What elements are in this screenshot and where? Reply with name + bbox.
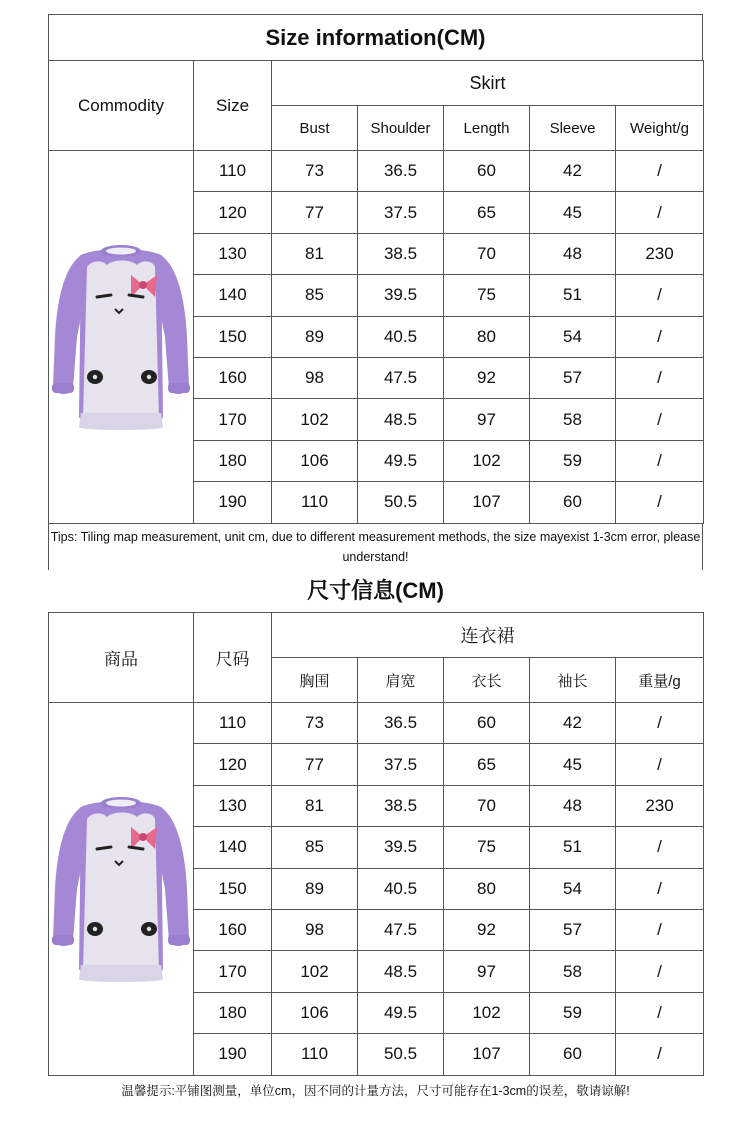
size-header: 尺码	[194, 613, 272, 703]
size-cell: 160	[194, 357, 272, 398]
sleeve-cell: 60	[530, 1034, 616, 1075]
bust-cell: 77	[272, 744, 358, 785]
weight-cell: /	[616, 827, 704, 868]
bust-cell: 73	[272, 151, 358, 192]
shoulder-cell: 40.5	[358, 316, 444, 357]
weight-cell: /	[616, 744, 704, 785]
skirt-group-header: Skirt	[272, 61, 704, 106]
sleeve-cell: 51	[530, 827, 616, 868]
sleeve-cell: 60	[530, 482, 616, 523]
sleeve-cell: 48	[530, 233, 616, 274]
bust-cell: 73	[272, 703, 358, 744]
product-image	[49, 151, 193, 523]
size-header: Size	[194, 61, 272, 151]
length-cell: 65	[444, 744, 530, 785]
length-cell: 102	[444, 992, 530, 1033]
size-cell: 160	[194, 909, 272, 950]
shoulder-cell: 50.5	[358, 1034, 444, 1075]
length-cell: 80	[444, 868, 530, 909]
size-chart-english	[48, 14, 703, 570]
weight-cell: 230	[616, 233, 704, 274]
length-cell: 97	[444, 399, 530, 440]
sleeve-cell: 45	[530, 744, 616, 785]
sleeve-cell: 54	[530, 316, 616, 357]
length-cell: 60	[444, 151, 530, 192]
size-cell: 180	[194, 992, 272, 1033]
table-row	[49, 703, 704, 744]
weight-cell: /	[616, 151, 704, 192]
length-cell: 75	[444, 275, 530, 316]
bust-cell: 77	[272, 192, 358, 233]
length-cell: 102	[444, 440, 530, 481]
bust-cell: 98	[272, 357, 358, 398]
length-cell: 70	[444, 785, 530, 826]
shoulder-cell: 39.5	[358, 275, 444, 316]
shoulder-cell: 49.5	[358, 992, 444, 1033]
shoulder-cell: 36.5	[358, 151, 444, 192]
commodity-header: 商品	[49, 613, 194, 703]
sleeve-header: Sleeve	[530, 106, 616, 151]
shoulder-cell: 48.5	[358, 399, 444, 440]
length-cell: 107	[444, 1034, 530, 1075]
size-cell: 140	[194, 275, 272, 316]
sweatshirt-illustration	[51, 779, 191, 999]
weight-cell: /	[616, 992, 704, 1033]
shoulder-cell: 38.5	[358, 785, 444, 826]
bust-cell: 85	[272, 827, 358, 868]
size-cell: 180	[194, 440, 272, 481]
sleeve-cell: 59	[530, 440, 616, 481]
sleeve-cell: 42	[530, 151, 616, 192]
size-cell: 130	[194, 233, 272, 274]
sleeve-header: 袖长	[530, 658, 616, 703]
size-cell: 120	[194, 744, 272, 785]
weight-cell: /	[616, 316, 704, 357]
dress-group-header: 连衣裙	[272, 613, 704, 658]
length-cell: 70	[444, 233, 530, 274]
sleeve-cell: 45	[530, 192, 616, 233]
size-cell: 190	[194, 482, 272, 523]
shoulder-cell: 47.5	[358, 357, 444, 398]
product-image	[49, 703, 193, 1075]
weight-cell: /	[616, 703, 704, 744]
bust-cell: 98	[272, 909, 358, 950]
sweatshirt-illustration	[51, 227, 191, 447]
shoulder-cell: 50.5	[358, 482, 444, 523]
commodity-image-cell	[49, 151, 194, 524]
weight-cell: /	[616, 357, 704, 398]
commodity-image-cell	[49, 703, 194, 1076]
size-cell: 120	[194, 192, 272, 233]
weight-cell: /	[616, 909, 704, 950]
tips-text: Tips: Tiling map measurement, unit cm, due to different measurement methods, the size mayexist 1-3cm error, please understand!	[48, 524, 703, 570]
shoulder-cell: 38.5	[358, 233, 444, 274]
length-cell: 80	[444, 316, 530, 357]
bust-cell: 110	[272, 482, 358, 523]
size-cell: 110	[194, 703, 272, 744]
shoulder-header: 肩宽	[358, 658, 444, 703]
tips-text-chinese: 温馨提示:平铺图测量，单位cm，因不同的计量方法，尺寸可能存在1-3cm的误差，敬请谅解!	[121, 1083, 630, 1098]
length-cell: 107	[444, 482, 530, 523]
length-header: 衣长	[444, 658, 530, 703]
size-cell: 130	[194, 785, 272, 826]
bust-header: 胸围	[272, 658, 358, 703]
size-chart-chinese	[48, 566, 703, 1106]
bust-cell: 81	[272, 233, 358, 274]
weight-header: 重量/g	[616, 658, 704, 703]
bust-cell: 110	[272, 1034, 358, 1075]
bust-cell: 106	[272, 992, 358, 1033]
size-cell: 140	[194, 827, 272, 868]
shoulder-cell: 49.5	[358, 440, 444, 481]
weight-header: Weight/g	[616, 106, 704, 151]
weight-cell: /	[616, 1034, 704, 1075]
shoulder-cell: 48.5	[358, 951, 444, 992]
size-cell: 150	[194, 868, 272, 909]
shoulder-cell: 37.5	[358, 192, 444, 233]
sleeve-cell: 51	[530, 275, 616, 316]
sleeve-cell: 58	[530, 399, 616, 440]
bust-cell: 89	[272, 316, 358, 357]
weight-cell: /	[616, 275, 704, 316]
size-cell: 150	[194, 316, 272, 357]
length-cell: 60	[444, 703, 530, 744]
shoulder-cell: 39.5	[358, 827, 444, 868]
shoulder-cell: 40.5	[358, 868, 444, 909]
sleeve-cell: 48	[530, 785, 616, 826]
size-table	[48, 60, 704, 524]
shoulder-cell: 36.5	[358, 703, 444, 744]
sleeve-cell: 58	[530, 951, 616, 992]
sleeve-cell: 54	[530, 868, 616, 909]
sleeve-cell: 42	[530, 703, 616, 744]
bust-cell: 89	[272, 868, 358, 909]
shoulder-header: Shoulder	[358, 106, 444, 151]
sleeve-cell: 57	[530, 357, 616, 398]
length-cell: 97	[444, 951, 530, 992]
weight-cell: /	[616, 951, 704, 992]
page-title: Size information(CM)	[48, 14, 703, 60]
length-cell: 92	[444, 357, 530, 398]
size-cell: 110	[194, 151, 272, 192]
sleeve-cell: 57	[530, 909, 616, 950]
length-cell: 75	[444, 827, 530, 868]
page-title-chinese: 尺寸信息(CM)	[307, 578, 444, 603]
table-row	[49, 151, 704, 192]
weight-cell: 230	[616, 785, 704, 826]
size-table-chinese	[48, 612, 704, 1076]
bust-cell: 106	[272, 440, 358, 481]
weight-cell: /	[616, 192, 704, 233]
bust-cell: 102	[272, 399, 358, 440]
bust-header: Bust	[272, 106, 358, 151]
size-cell: 170	[194, 951, 272, 992]
bust-cell: 102	[272, 951, 358, 992]
commodity-header: Commodity	[49, 61, 194, 151]
weight-cell: /	[616, 440, 704, 481]
length-cell: 92	[444, 909, 530, 950]
bust-cell: 85	[272, 275, 358, 316]
weight-cell: /	[616, 482, 704, 523]
weight-cell: /	[616, 868, 704, 909]
length-header: Length	[444, 106, 530, 151]
shoulder-cell: 47.5	[358, 909, 444, 950]
size-cell: 170	[194, 399, 272, 440]
weight-cell: /	[616, 399, 704, 440]
length-cell: 65	[444, 192, 530, 233]
size-cell: 190	[194, 1034, 272, 1075]
bust-cell: 81	[272, 785, 358, 826]
sleeve-cell: 59	[530, 992, 616, 1033]
shoulder-cell: 37.5	[358, 744, 444, 785]
